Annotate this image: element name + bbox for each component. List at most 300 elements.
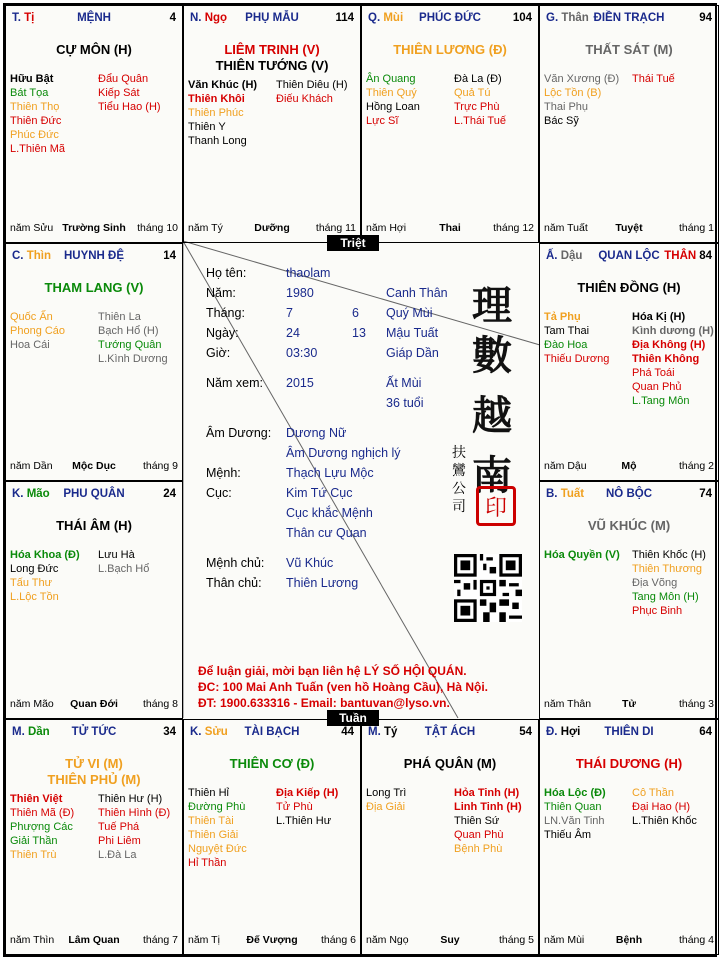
palace-tuat[interactable] (539, 481, 719, 719)
nam-can: Canh Thân (386, 286, 448, 300)
minor-star: Hữu Bật (10, 73, 54, 85)
palace-phase: Dưỡng (254, 222, 290, 234)
minor-star: Hóa Lộc (Đ) (544, 787, 606, 799)
minor-star: Thiên Khốc (H) (632, 549, 706, 561)
main-star: THAM LANG (V) (44, 280, 144, 295)
minor-star: Kình dương (H) (632, 325, 714, 337)
cuc-2: Cục khắc Mệnh (286, 506, 373, 520)
palace-month: tháng 5 (498, 934, 534, 946)
horoscope-chart (3, 3, 717, 957)
minor-star: L.Đà La (98, 849, 137, 861)
minor-stars-left (188, 78, 257, 148)
palace-name: MỆNH (77, 12, 111, 24)
palace-number: 54 (519, 726, 532, 738)
minor-star: Phúc Đức (10, 129, 59, 141)
menh-chu-label: Mệnh chủ: (206, 556, 265, 570)
palace-name: PHU QUÂN (63, 488, 125, 500)
palace-chi: Thìn (26, 250, 51, 262)
minor-star: Lực Sĩ (366, 115, 399, 127)
palace-number: 64 (699, 726, 712, 738)
palace-header (12, 488, 176, 504)
palace-name: THIÊN DI (604, 726, 654, 738)
palace-footer (544, 460, 714, 474)
palace-name: TÀI BẠCH (244, 726, 300, 738)
ngay-can: Mậu Tuất (386, 326, 439, 340)
minor-stars-right (98, 310, 168, 366)
minor-stars-left (10, 548, 80, 604)
palace-chi: Tuất (560, 488, 585, 500)
palace-year: năm Dần (10, 460, 53, 472)
nam-label: Năm: (206, 286, 236, 300)
minor-star: Tấu Thư (10, 577, 53, 589)
palace-chi: Ngọ (204, 12, 228, 24)
minor-stars-left (10, 310, 65, 352)
minor-star: LN.Văn Tinh (544, 815, 605, 827)
minor-star: Tả Phụ (544, 311, 581, 323)
palace-number-group (699, 488, 712, 500)
palace-chi: Tị (24, 12, 35, 24)
minor-star: Hóa Quyền (V) (544, 549, 620, 561)
minor-star: Phong Cáo (10, 325, 66, 337)
minor-stars-right (98, 548, 149, 576)
palace-chi: Mùi (383, 12, 404, 24)
minor-star: Tang Môn (H) (632, 591, 699, 603)
than-chu-label: Thân chủ: (206, 576, 262, 590)
palace-year: năm Tị (188, 934, 220, 946)
palace-phase: Tuyệt (615, 222, 643, 234)
palace-header (190, 12, 354, 28)
palace-footer (188, 934, 356, 948)
thang-label: Tháng: (206, 306, 245, 320)
minor-star: Địa Không (H) (632, 339, 706, 351)
palace-name: TẬT ÁCH (424, 726, 476, 738)
minor-star: Thiên La (98, 311, 141, 323)
main-star: LIÊM TRINH (V) (224, 42, 320, 57)
palace-number: 104 (512, 12, 532, 24)
minor-stars-left (544, 786, 606, 842)
minor-star: Long Trì (366, 787, 407, 799)
minor-star: Thiên Hình (Đ) (98, 807, 171, 819)
minor-star: Văn Khúc (H) (188, 79, 258, 91)
minor-star: Thiếu Âm (544, 829, 592, 841)
minor-star: Thiên Việt (10, 793, 63, 805)
main-star: THIÊN TƯỚNG (V) (215, 58, 329, 73)
minor-stars-right (632, 310, 714, 408)
palace-phase: Bệnh (615, 934, 643, 946)
minor-star: Văn Xương (Đ) (544, 73, 620, 85)
main-star: THẤT SÁT (M) (585, 42, 673, 57)
menh-chu-value: Vũ Khúc (286, 556, 334, 570)
minor-star: L.Lộc Tồn (10, 591, 59, 603)
palace-year: năm Tý (188, 222, 223, 234)
palace-number: 14 (163, 250, 176, 262)
palace-chi: Hợi (560, 726, 581, 738)
minor-stars-right (632, 548, 706, 618)
palace-year: năm Sửu (10, 222, 54, 234)
minor-star: Linh Tinh (H) (454, 801, 522, 813)
than-marker: THÂN (664, 250, 697, 262)
minor-stars-left (10, 792, 74, 862)
cuc-3: Thân cư Quan (286, 526, 367, 540)
palace-chi: Sửu (204, 726, 228, 738)
palace-footer (10, 222, 178, 236)
palace-year: năm Ngọ (366, 934, 409, 946)
palace-year: năm Mùi (544, 934, 585, 946)
cuc-label: Cục: (206, 486, 232, 500)
minor-star: Long Đức (10, 563, 59, 575)
palace-can: C. (12, 250, 24, 262)
palace-header (368, 12, 532, 28)
main-star: THÁI ÂM (H) (56, 518, 132, 533)
palace-header (12, 12, 176, 28)
palace-month: tháng 12 (493, 222, 534, 234)
palace-number-group (163, 726, 176, 738)
palace-can: M. (368, 726, 381, 738)
palace-year: năm Tuất (544, 222, 588, 234)
palace-name: TỬ TỨC (71, 726, 117, 738)
palace-mui[interactable] (361, 5, 539, 243)
palace-ngo[interactable] (183, 5, 361, 243)
minor-star: Thiên Đức (10, 115, 62, 127)
palace-phase: Lâm Quan (68, 934, 120, 946)
minor-star: Thiên Thương (632, 563, 703, 575)
palace-thin[interactable] (5, 243, 183, 481)
minor-stars-right (98, 792, 170, 862)
palace-can: Ấ. (546, 250, 558, 262)
main-star: PHÁ QUÂN (M) (403, 756, 497, 771)
minor-star: Bát Tọa (10, 87, 49, 99)
calligraphy-char-2: 數 (472, 332, 512, 379)
palace-can: Đ. (546, 726, 558, 738)
minor-stars-left (544, 548, 620, 562)
palace-name: NÔ BỘC (606, 488, 652, 500)
menh-value: Thạch Lựu Mộc (286, 466, 374, 480)
minor-star: L.Thiên Mã (10, 143, 66, 155)
palace-header (546, 250, 712, 266)
palace-month: tháng 11 (315, 222, 356, 234)
minor-star: Thiên Thọ (10, 101, 60, 113)
palace-than[interactable] (539, 5, 719, 243)
minor-stars-right (632, 72, 675, 86)
contact-address: ĐC: 100 Mai Anh Tuấn (ven hồ Hoàng Cầu), Hà Nội. (198, 680, 489, 694)
palace-phase: Quan Đới (70, 698, 118, 710)
minor-star: Phi Liêm (98, 835, 141, 847)
palace-number-group (699, 726, 712, 738)
palace-month: tháng 6 (320, 934, 356, 946)
minor-star: Thiên Diêu (H) (276, 79, 348, 91)
palace-phase: Suy (440, 934, 460, 946)
palace-footer (366, 222, 534, 236)
minor-star: Cô Thần (632, 787, 674, 799)
am-duong-label: Âm Dương: (206, 426, 272, 440)
palace-number: 34 (163, 726, 176, 738)
minor-star: Thiên Mã (Đ) (10, 807, 75, 819)
main-star: TỬ VI (M) (65, 756, 123, 771)
minor-star: Tuế Phá (98, 821, 140, 833)
minor-star: Trực Phù (454, 101, 500, 113)
palace-month: tháng 7 (142, 934, 178, 946)
minor-star: L.Tang Môn (632, 395, 690, 407)
minor-star: Tiểu Hao (H) (98, 101, 161, 113)
palace-can: K. (12, 488, 24, 500)
palace-can: T. (12, 12, 21, 24)
palace-chi: Tý (383, 726, 398, 738)
minor-stars-right (98, 72, 161, 114)
palace-chi: Dậu (560, 250, 583, 262)
minor-star: Hỉ Thần (188, 857, 227, 869)
palace-can: B. (546, 488, 558, 500)
palace-number: 84 (699, 250, 712, 262)
minor-stars-right (276, 786, 338, 828)
minor-star: Thiên Hỉ (188, 787, 229, 799)
palace-number: 94 (699, 12, 712, 24)
palace-number: 74 (699, 488, 712, 500)
than-chu-value: Thiên Lương (286, 576, 359, 590)
palace-month: tháng 10 (137, 222, 178, 234)
palace-mao[interactable] (5, 481, 183, 719)
palace-ty[interactable] (361, 719, 539, 955)
qr-code-icon[interactable] (454, 554, 522, 622)
minor-star: Ân Quang (366, 73, 416, 85)
palace-can: K. (190, 726, 202, 738)
minor-star: L.Thiên Khốc (632, 815, 697, 827)
am-duong-2: Âm Dương nghịch lý (286, 446, 401, 460)
palace-number-group (664, 250, 712, 262)
minor-star: Địa Kiếp (H) (276, 787, 339, 799)
minor-star: Bạch Hổ (H) (98, 325, 159, 337)
minor-star: Quan Phủ (632, 381, 682, 393)
palace-number: 114 (335, 12, 354, 24)
palace-year: năm Mão (10, 698, 54, 710)
contact-line-1: Để luận giải, mời bạn liên hệ LÝ SỐ HỘI QUÁN. (198, 664, 467, 678)
minor-star: Thái Tuế (632, 73, 675, 85)
palace-footer (544, 698, 714, 712)
palace-footer (544, 934, 714, 948)
nam-xem-value: 2015 (286, 376, 314, 390)
thang-am: 6 (352, 306, 359, 320)
palace-name: ĐIỀN TRẠCH (593, 12, 665, 24)
nam-value: 1980 (286, 286, 314, 300)
palace-chi: Mão (26, 488, 50, 500)
palace-month: tháng 1 (678, 222, 714, 234)
minor-star: Hỏa Tinh (H) (454, 787, 520, 799)
minor-star: Nguyệt Đức (188, 843, 247, 855)
gio-can: Giáp Dần (386, 346, 439, 360)
palace-footer (10, 460, 178, 474)
palace-number-group (519, 726, 532, 738)
minor-star: Thiên Y (188, 121, 226, 133)
palace-phase: Thai (439, 222, 461, 234)
minor-star: Hồng Loan (366, 101, 420, 113)
tuoi-value: 36 tuổi (386, 396, 424, 410)
minor-star: L.Thái Tuế (454, 115, 506, 127)
minor-star: L.Bạch Hổ (98, 563, 150, 575)
minor-star: Thanh Long (188, 135, 247, 147)
palace-number-group (513, 12, 532, 24)
palace-number: 24 (163, 488, 176, 500)
minor-star: L.Thiên Hư (276, 815, 332, 827)
palace-chi: Thân (561, 12, 589, 24)
nam-xem-can: Ất Mùi (386, 376, 422, 390)
minor-star: Điếu Khách (276, 93, 333, 105)
palace-chi: Dần (27, 726, 50, 738)
ho-ten-label: Họ tên: (206, 266, 247, 280)
minor-star: Tử Phù (276, 801, 313, 813)
palace-suu[interactable] (183, 719, 361, 955)
minor-stars-right (454, 786, 522, 856)
minor-star: Thiên Sứ (454, 815, 500, 827)
main-star: THIÊN CƠ (Đ) (229, 756, 315, 771)
palace-year: năm Dậu (544, 460, 587, 472)
minor-stars-left (544, 72, 619, 128)
palace-can: N. (190, 12, 202, 24)
palace-name: QUAN LỘC (598, 250, 660, 262)
palace-number: 44 (341, 726, 354, 738)
palace-dan[interactable] (5, 719, 183, 955)
minor-star: Thiên Trù (10, 849, 57, 861)
minor-star: Hóa Khoa (Đ) (10, 549, 80, 561)
palace-ti[interactable] (5, 5, 183, 243)
main-star: THIÊN LƯƠNG (Đ) (393, 42, 507, 57)
minor-star: Lộc Tồn (B) (544, 87, 602, 99)
minor-star: Thiên Giải (188, 829, 239, 841)
minor-star: Tam Thai (544, 325, 590, 337)
main-star: THIÊN ĐỒNG (H) (577, 280, 681, 295)
palace-name: HUYNH ĐỆ (63, 250, 125, 262)
minor-star: Địa Giải (366, 801, 406, 813)
minor-star: Địa Võng (632, 577, 678, 589)
palace-number: 4 (169, 12, 176, 24)
minor-stars-left (544, 310, 609, 366)
minor-stars-right (276, 78, 348, 106)
ho-ten-value: thaolam (286, 266, 331, 280)
palace-year: năm Hợi (366, 222, 407, 234)
main-star: CỰ MÔN (H) (56, 42, 132, 57)
calligraphy-small: 扶 鸞 公 司 (452, 445, 466, 515)
minor-stars-left (10, 72, 65, 156)
palace-month: tháng 3 (678, 698, 714, 710)
palace-can: M. (12, 726, 25, 738)
palace-header (546, 12, 712, 28)
palace-can: G. (546, 12, 559, 24)
minor-star: Đào Hoa (544, 339, 588, 351)
minor-star: Phục Binh (632, 605, 683, 617)
minor-star: Kiếp Sát (98, 87, 140, 99)
minor-star: Phá Toái (632, 367, 675, 379)
ngay-duong: 24 (286, 326, 300, 340)
ngay-am: 13 (352, 326, 366, 340)
minor-star: Thiếu Dương (544, 353, 610, 365)
minor-star: Bác Sỹ (544, 115, 579, 127)
calligraphy-char-3: 越 (472, 392, 512, 439)
palace-header (546, 726, 712, 742)
palace-footer (188, 222, 356, 236)
minor-star: Thiên Phúc (188, 107, 244, 119)
minor-star: Đà La (Đ) (454, 73, 502, 85)
palace-hoi[interactable] (539, 719, 719, 955)
minor-star: Hoa Cái (10, 339, 50, 351)
main-star: VŨ KHÚC (M) (587, 518, 671, 533)
main-star: THIÊN PHỦ (M) (47, 772, 141, 787)
gio-label: Giờ: (206, 346, 231, 360)
palace-header (12, 726, 176, 742)
palace-number-group (341, 726, 354, 738)
palace-header (546, 488, 712, 504)
palace-month: tháng 8 (142, 698, 178, 710)
palace-number-group (170, 12, 176, 24)
nam-xem-label: Năm xem: (206, 376, 263, 390)
palace-footer (544, 222, 714, 236)
thang-duong: 7 (286, 306, 293, 320)
palace-number-group (335, 12, 354, 24)
palace-can: Q. (368, 12, 381, 24)
palace-header (368, 726, 532, 742)
palace-month: tháng 4 (678, 934, 714, 946)
minor-stars-left (366, 786, 406, 814)
ngay-label: Ngày: (206, 326, 239, 340)
palace-year: năm Thân (544, 698, 592, 710)
minor-star: Lưu Hà (98, 549, 135, 561)
gio-value: 03:30 (286, 346, 318, 360)
minor-star: Đường Phù (188, 801, 246, 813)
minor-star: Quả Tú (454, 87, 491, 99)
minor-star: Giải Thần (10, 835, 58, 847)
palace-header (12, 250, 176, 266)
am-duong-value: Dương Nữ (286, 426, 347, 440)
minor-star: Thiên Tài (188, 815, 234, 827)
minor-stars-right (454, 72, 506, 128)
minor-star: Thiên Khôi (188, 93, 245, 105)
minor-star: Đại Hao (H) (632, 801, 691, 813)
cuc-value: Kim Tứ Cục (286, 486, 353, 500)
palace-phase: Trường Sinh (62, 222, 126, 234)
minor-star: Phượng Các (10, 821, 73, 833)
minor-stars-right (632, 786, 697, 828)
minor-star: Thai Phụ (544, 101, 589, 113)
palace-footer (10, 934, 178, 948)
palace-number-group (163, 250, 176, 262)
minor-star: Thiên Hư (H) (98, 793, 163, 805)
palace-month: tháng 2 (678, 460, 714, 472)
palace-footer (10, 698, 178, 712)
calligraphy-char-1: 理 (472, 282, 512, 329)
palace-name: PHÚC ĐỨC (419, 12, 481, 24)
palace-number-group (699, 12, 712, 24)
contact-phone-email[interactable]: ĐT: 1900.633316 - Email: bantuvan@lyso.vn. (198, 696, 450, 710)
palace-name: PHỤ MẪU (245, 12, 299, 24)
red-seal: 印 (476, 486, 516, 526)
palace-phase: Đế Vượng (246, 934, 298, 946)
minor-star: Quan Phù (454, 829, 504, 841)
palace-phase: Tử (621, 698, 637, 710)
minor-star: Thiên Quan (544, 801, 602, 813)
palace-footer (366, 934, 534, 948)
palace-year: năm Thìn (10, 934, 55, 946)
minor-star: Đẩu Quân (98, 73, 149, 85)
minor-star: Thiên Quý (366, 87, 417, 99)
minor-star: Tướng Quân (98, 339, 162, 351)
minor-star: Hóa Kị (H) (632, 311, 686, 323)
palace-dau[interactable] (539, 243, 719, 481)
palace-number-group (163, 488, 176, 500)
palace-phase: Mộ (621, 460, 637, 472)
palace-month: tháng 9 (142, 460, 178, 472)
center-info-panel (186, 244, 542, 720)
main-star: THÁI DƯƠNG (H) (575, 756, 683, 771)
minor-star: L.Kình Dương (98, 353, 168, 365)
menh-label: Mệnh: (206, 466, 241, 480)
calligraphy-char-4: 南 (472, 452, 512, 499)
